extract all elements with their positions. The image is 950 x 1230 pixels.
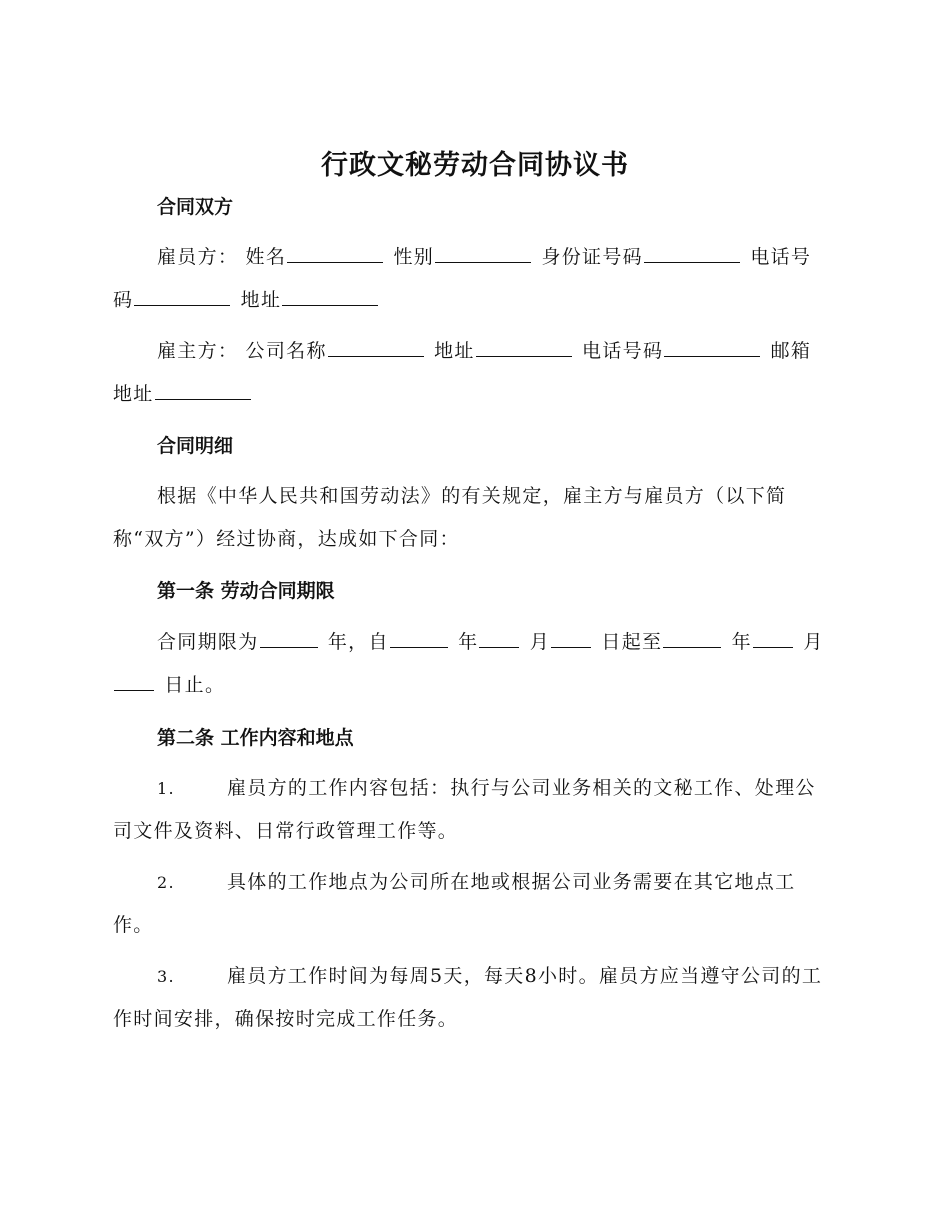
employer-phone-blank[interactable] — [664, 336, 760, 357]
employee-paragraph — [113, 236, 831, 322]
employee-address-label: 地址 — [240, 289, 282, 311]
heading-details: 合同明细 — [157, 435, 234, 457]
term-text-3: 年 — [458, 631, 479, 653]
end-day-blank[interactable] — [114, 670, 154, 691]
employee-name-label: 姓名 — [245, 246, 287, 268]
employer-address-label: 地址 — [434, 340, 475, 362]
list-item-text: 具体的工作地点为公司所在地或根据公司业务需要在其它地点工作。 — [113, 871, 796, 936]
term-paragraph — [113, 621, 831, 707]
term-text-5: 日起至 — [601, 631, 663, 653]
employer-address-blank[interactable] — [476, 336, 572, 357]
employer-paragraph — [113, 330, 831, 416]
employer-label: 雇主方： — [157, 340, 239, 362]
end-year-blank[interactable] — [663, 627, 721, 648]
start-year-blank[interactable] — [390, 627, 448, 648]
list-item-number: 2. — [157, 873, 175, 892]
term-text-4: 月 — [529, 631, 551, 653]
document-title: 行政文秘劳动合同协议书 — [321, 150, 629, 181]
term-text-2: 年，自 — [327, 631, 389, 653]
employee-phone-label: 电话号码 — [113, 246, 812, 311]
heading-article-1: 第一条 劳动合同期限 — [157, 580, 335, 602]
employee-address-blank[interactable] — [282, 285, 378, 306]
employer-phone-label: 电话号码 — [582, 340, 664, 362]
end-month-blank[interactable] — [753, 627, 793, 648]
employee-gender-label: 性别 — [393, 246, 435, 268]
list-item — [113, 955, 831, 1041]
term-text-1: 合同期限为 — [157, 631, 259, 653]
employer-company-blank[interactable] — [328, 336, 424, 357]
heading-article-2: 第二条 工作内容和地点 — [157, 727, 354, 749]
term-years-blank[interactable] — [260, 627, 318, 648]
heading-parties: 合同双方 — [157, 196, 234, 218]
employee-phone-blank[interactable] — [134, 285, 230, 306]
employee-gender-blank[interactable] — [435, 242, 531, 263]
employee-id-blank[interactable] — [644, 242, 740, 263]
employee-name-blank[interactable] — [287, 242, 383, 263]
employer-company-label: 公司名称 — [245, 340, 327, 362]
list-item-text: 雇员方工作时间为每周5天，每天8小时。雇员方应当遵守公司的工作时间安排，确保按时完成工作任务。 — [113, 965, 823, 1030]
list-item-text: 雇员方的工作内容包括：执行与公司业务相关的文秘工作、处理公司文件及资料、日常行政管理工作等。 — [113, 777, 816, 842]
term-text-6: 年 — [731, 631, 752, 653]
list-item — [113, 861, 831, 947]
details-intro: 根据《中华人民共和国劳动法》的有关规定，雇主方与雇员方（以下简称“双方”）经过协商，达成如下合同： — [113, 485, 787, 550]
list-item-number: 1. — [157, 779, 175, 798]
start-month-blank[interactable] — [479, 627, 519, 648]
list-item — [113, 767, 831, 853]
list-item-number: 3. — [157, 967, 175, 986]
term-text-8: 日止。 — [164, 674, 226, 696]
term-text-7: 月 — [803, 631, 824, 653]
start-day-blank[interactable] — [551, 627, 591, 648]
employee-id-label: 身份证号码 — [541, 246, 643, 268]
employee-label: 雇员方： — [157, 246, 239, 268]
employer-email-label: 邮箱地址 — [113, 340, 812, 405]
employer-email-blank[interactable] — [155, 379, 251, 400]
